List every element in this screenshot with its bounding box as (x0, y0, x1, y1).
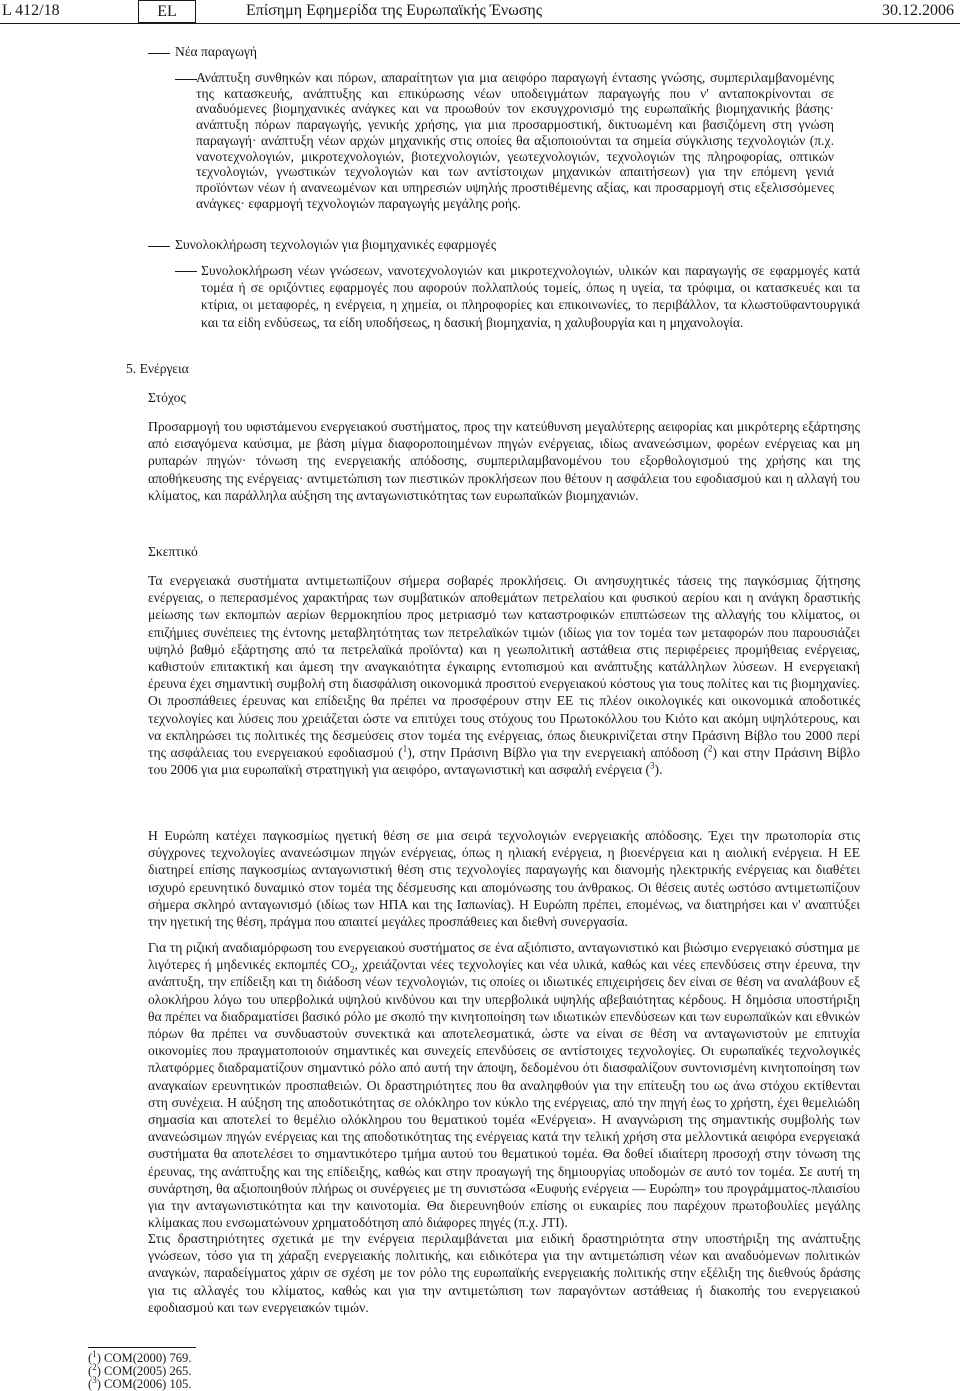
page-header (0, 0, 960, 24)
rationale-paragraph-1: Τα ενεργειακά συστήματα αντιμετωπίζουν σήμερα σοβαρές προκλήσεις. Οι ανησυχητικές τάσεις της παγκόσμιας ζήτησης ενέργειας, ο πεπερασμένος χαρακτήρας των συμβατικών αποθεμάτων πετρελαίου και φυσικού αερίου και η ανάγκη δραστικής μείωσης των εκπομπών αερίων θερμοκηπίου προς μετριασμό των καταστροφικών επιπτώσεων της αλλαγής του κλίματος, οι επιζήμιες συνέπειες της έντονης μεταβλητότητας των πετρελαϊκών τιμών (ιδίως για τον τομέα των μεταφορών που παρουσιάζει υψηλό βαθμό εξάρτησης από τα πετρελαϊκά προϊόντα) και η γεωπολιτική αστάθεια στις περιφέρειες προμήθειας ενέργειας, καθιστούν επιτακτική και άμεση την αναγκαιότητα έγκαιρης εντοπισμού και ανάπτυξης κατάλληλων λύσεων. Η ενεργειακή έρευνα έχει σημαντική συμβολή στη διασφάλιση οικονομικά προσιτού ενεργειακού κόστους για τους πολίτες και τις βιομηχανίες. Οι προσπάθειες έρευνας και επίδειξης θα πρέπει να προσφέρουν στην ΕΕ τις πλέον οικολογικές και οικονομικά αποδοτικές τεχνολογίες και λύσεις που χρειάζεται ώστε να επιτύχει τους στόχους του Πρωτοκόλλου του Κιότο και ακόμη υψηλότερους, και να εκπληρώσει τις πολιτικές της δεσμεύσεις στον τομέα της ενέργειας, όπως διευκρινίζεται στην Πράσινη Βίβλο του 2000 περί της ασφάλειας του ενεργειακού εφοδιασμού ($^1$), στην Πράσινη Βίβλο για την ενεργειακή απόδοση ($^2$) και στην Πράσινη Βίβλο του 2006 για μια ευρωπαϊκή στρατηγική για αειφόρο, ανταγωνιστική και ασφαλή ενέργεια ($^3$). (148, 573, 861, 778)
energy-heading: 5. Ενέργεια (126, 361, 189, 376)
section-title-integration: Συνολοκλήρωση τεχνολογιών για βιομηχανικές εφαρμογές (175, 237, 497, 252)
dash-marker (148, 53, 170, 54)
section-title-new-production: Νέα παραγωγή (175, 44, 258, 59)
footnote-2: ($^2$) COM(2005) 265. (88, 1361, 192, 1378)
integration-item: Συνολοκλήρωση νέων γνώσεων, νανοτεχνολογιών και μικροτεχνολογιών, υλικών και παραγωγής σε εφαρμογές κατά τομέα ή σε οριζόντιες εφαρμογές που αφορούν πολλαπλούς τομείς, όπως η υγεία, τα τρόφιμα, οι κατασκευές και τα κτίρια, οι μεταφορές, η ενέργεια, η χημεία, οι πληροφορίες και επικοινωνίες, το περιβάλλον, τα κλωστοϋφαντουργικά και τα είδη ενδύσεως, τα είδη υποδήσεως, η δασική βιομηχανία, η χαλυβουργία και η μηχανολογία. (201, 263, 860, 330)
dash-marker (175, 271, 197, 272)
footnote-rule (88, 1347, 196, 1348)
footnote-3: ($^3$) COM(2006) 105. (88, 1374, 192, 1391)
rationale-paragraph-3: Για τη ριζική αναδιαμόρφωση του ενεργειακού συστήματος σε ένα αξιόπιστο, ανταγωνιστικό και βιώσιμο ενεργειακό σύστημα με λιγότερες ή μηδενικές εκπομπές $CO_2$, χρειάζονται νέες τεχνολογίες και νέα υλικά, καθώς και νέες επενδύσεις στην έρευνα, την ανάπτυξη, την επίδειξη και τη διάδοση νέων τεχνολογιών, τις οποίες οι ιδιωτικές επιχειρήσεις δεν είναι σε θέση να αναλάβουν εξ ολοκλήρου λόγω του υπερβολικά υψηλού κινδύνου και την υπερβολικά υψηλής αβεβαιότητας κέρδους. Η δημόσια υποστήριξη θα πρέπει να διαδραματίσει βασικό ρόλο με σκοπό την κινητοποίηση των ιδιωτικών επενδύσεων και των ευρωπαϊκών και εθνικών πόρων θα πρέπει να συνδυαστούν συνεκτικά και αποτελεσματικά, ώστε να είναι σε θέση να ανταγωνιστούν με επιτυχία οικονομίες που πραγματοποιούν σημαντικές και συνεχείς επενδύσεις σε αντίστοιχες τεχνολογίες. Οι ευρωπαϊκές τεχνολογικές πλατφόρμες διαδραματίζουν σημαντικό ρόλο από αυτή την άποψη, δεδομένου ότι διασφαλίζουν συντονισμένη κινητοποίηση των αναγκαίων ερευνητικών προσπαθειών. Οι δραστηριότητες που θα αναληφθούν για την επίτευξη του ως άνω στόχου εκτίθενται στη συνέχεια. Η αύξηση της αποδοτικότητας σε ολόκληρο τον κύκλο της ενέργειας, από την πηγή έως το χρήστη, έχει θεμελιώδη σημασία και αποτελεί το θεμέλιο ολόκληρου του θεματικού τομέα «Ενέργεια». Η αναγνώριση της σημαντικής συμβολής των ανανεώσιμων πηγών ενέργειας και της αποδοτικότητας της ενέργειας κατά την τελική χρήση στα μελλοντικά αειφόρα ενεργειακά συστήματα θα αποτελέσει το σημαντικότερο τμήμα αυτού του θεματικού τομέα. Θα δοθεί ιδιαίτερη προσοχή στην τόνωση της έρευνας, της ανάπτυξης και της επίδειξης, καθώς και στην προαγωγή της δημιουργίας υποδομών σε αυτό τον τομέα. Σε αυτή τη συνάρτηση, θα αξιοποιηθούν πλήρως οι συνέργειες με τη συνιστώσα «Ευφυής ενέργεια — Ευρώπη» του προγράμματος-πλαισίου για την ανταγωνιστικότητα και την καινοτομία. Θα διερευνηθούν επίσης οι ευκαιρίες που παρέχουν πρωτοβουλίες μεγάλης κλίμακας που ενσωματώνουν χρηματοδότηση από διάφορες πηγές (π.χ. JTI). (148, 940, 860, 1231)
header-rule (0, 23, 960, 24)
dash-marker (148, 246, 170, 247)
footnote-ref-2[interactable]: 2 (708, 743, 713, 754)
footnote-1: ($^1$) COM(2000) 769. (88, 1348, 192, 1365)
publication-date: 30.12.2006 (882, 2, 954, 19)
rationale-paragraph-4: Στις δραστηριότητες σχετικά με την ενέργεια περιλαμβάνεται μια ειδική δραστηριότητα στην υποστήριξη της ανάπτυξης γνώσεων, τόσο για τη χάραξη ενεργειακής πολιτικής, και ειδικότερα για την αντιμετώπιση νέων και αναδυόμενων πολιτικών αναγκών, παραδείγματος χάριν σε σχέση με τον ρόλο της ευρωπαϊκής ενεργειακής πολιτικής στην εξέλιξη της διεθνούς δράσης για τις αλλαγές του κλίματος, καθώς και για την αντιμετώπιση των παραγόντων αστάθειας ή διακοπής του ενεργειακού εφοδιασμού και των ενεργειακών τιμών. (148, 1231, 860, 1315)
language-code-box: EL (138, 0, 196, 23)
co2-subscript: 2 (349, 964, 355, 975)
rationale-paragraph-2: Η Ευρώπη κατέχει παγκοσμίως ηγετική θέση σε μια σειρά τεχνολογιών ενεργειακής απόδοσης. Έχει την πρωτοπορία στις σύγχρονες τεχνολογίες ανανεώσιμων πηγών ενέργειας, όπως η ηλιακή ενέργεια, η βιοενέργεια και η αιολική ενέργεια. Η ΕΕ διατηρεί επίσης παγκοσμίως ανταγωνιστική θέση στις τεχνολογίες παραγωγής και διανομής ηλεκτρικής ενέργειας και διαθέτει ισχυρό ερευνητικό δυναμικό στον τομέα της δέσμευσης και απομόνωσης του άνθρακος. Οι θέσεις αυτές ωστόσο αντιμετωπίζουν σήμερα σκληρό ανταγωνισμό (ιδίως των ΗΠΑ και της Ιαπωνίας). Η Ευρώπη πρέπει, επομένως, να διατηρήσει και ν' αναπτύξει την ηγετική της θέση, πράγμα που απαιτεί μεγάλες προσπάθειες και διεθνή συνεργασία. (148, 828, 860, 930)
journal-title: Επίσημη Εφημερίδα της Ευρωπαϊκής Ένωσης (246, 2, 543, 19)
new-production-item: Ανάπτυξη συνθηκών και πόρων, απαραίτητων για μια αειφόρο παραγωγή έντασης γνώσης, συμπεριλαμβανομένης της κατασκευής, ανάπτυξης και επικύρωσης νέων υποδειγμάτων παραγωγής που ν' ανταποκρίνονται σε αναδυόμενες βιομηχανικές ανάγκες και να προωθούν τον εκσυγχρονισμό της ευρωπαϊκής βιομηχανικής βάσης· ανάπτυξη πόρων παραγωγής, γενικής χρήσης, για μια προσαρμοστική, δικτυωμένη και βασιζόμενη στη γνώση παραγωγή· ανάπτυξη νέων αρχών μηχανικής στις οποίες θα αξιοποιούνται τα σημεία σύγκλισης τεχνολογιών (π.χ. νανοτεχνολογιών, μικροτεχνολογιών, βιοτεχνολογιών, γεωτεχνολογιών, τεχνολογιών της πληροφορίας, οπτικών τεχνολογιών, γνωστικών τεχνολογιών και των αντίστοιχων μηχανικών απαιτήσεων) για την επόμενη γενιά προϊόντων νέων ή ανανεωμένων και υπηρεσιών υψηλής προστιθέμενης αξίας, και προσαρμογή στις εξελισσόμενες ανάγκες· εφαρμογή τεχνολογιών παραγωγής μεγάλης ροής. (196, 70, 834, 211)
objective-paragraph: Προσαρμογή του υφιστάμενου ενεργειακού συστήματος, προς την κατεύθυνση μεγαλύτερης αειφορίας και μικρότερης εξάρτησης από εισαγόμενα καύσιμα, με βάση μίγμα διαφοροποιημένων πηγών ενέργειας, ιδίως ανανεώσιμων, φορέων ενέργειας και μη ρυπαρών πηγών· τόνωση της ενεργειακής απόδοσης, συμπεριλαμβανομένου του εξορθολογισμού της χρήσης και της αποθήκευσης της ενέργειας· αντιμετώπιση των πιεστικών προκλήσεων που θέτουν η ασφάλεια του εφοδιασμού και η αλλαγή του κλίματος, και παράλληλα αύξηση της ανταγωνιστικότητας των ευρωπαϊκών βιομηχανιών. (148, 419, 860, 503)
rationale-title: Σκεπτικό (148, 544, 198, 559)
footnote-ref-1[interactable]: 1 (402, 743, 408, 754)
page-number: L 412/18 (2, 2, 60, 19)
footnote-ref-3[interactable]: 3 (650, 760, 655, 771)
objective-title: Στόχος (148, 390, 186, 405)
